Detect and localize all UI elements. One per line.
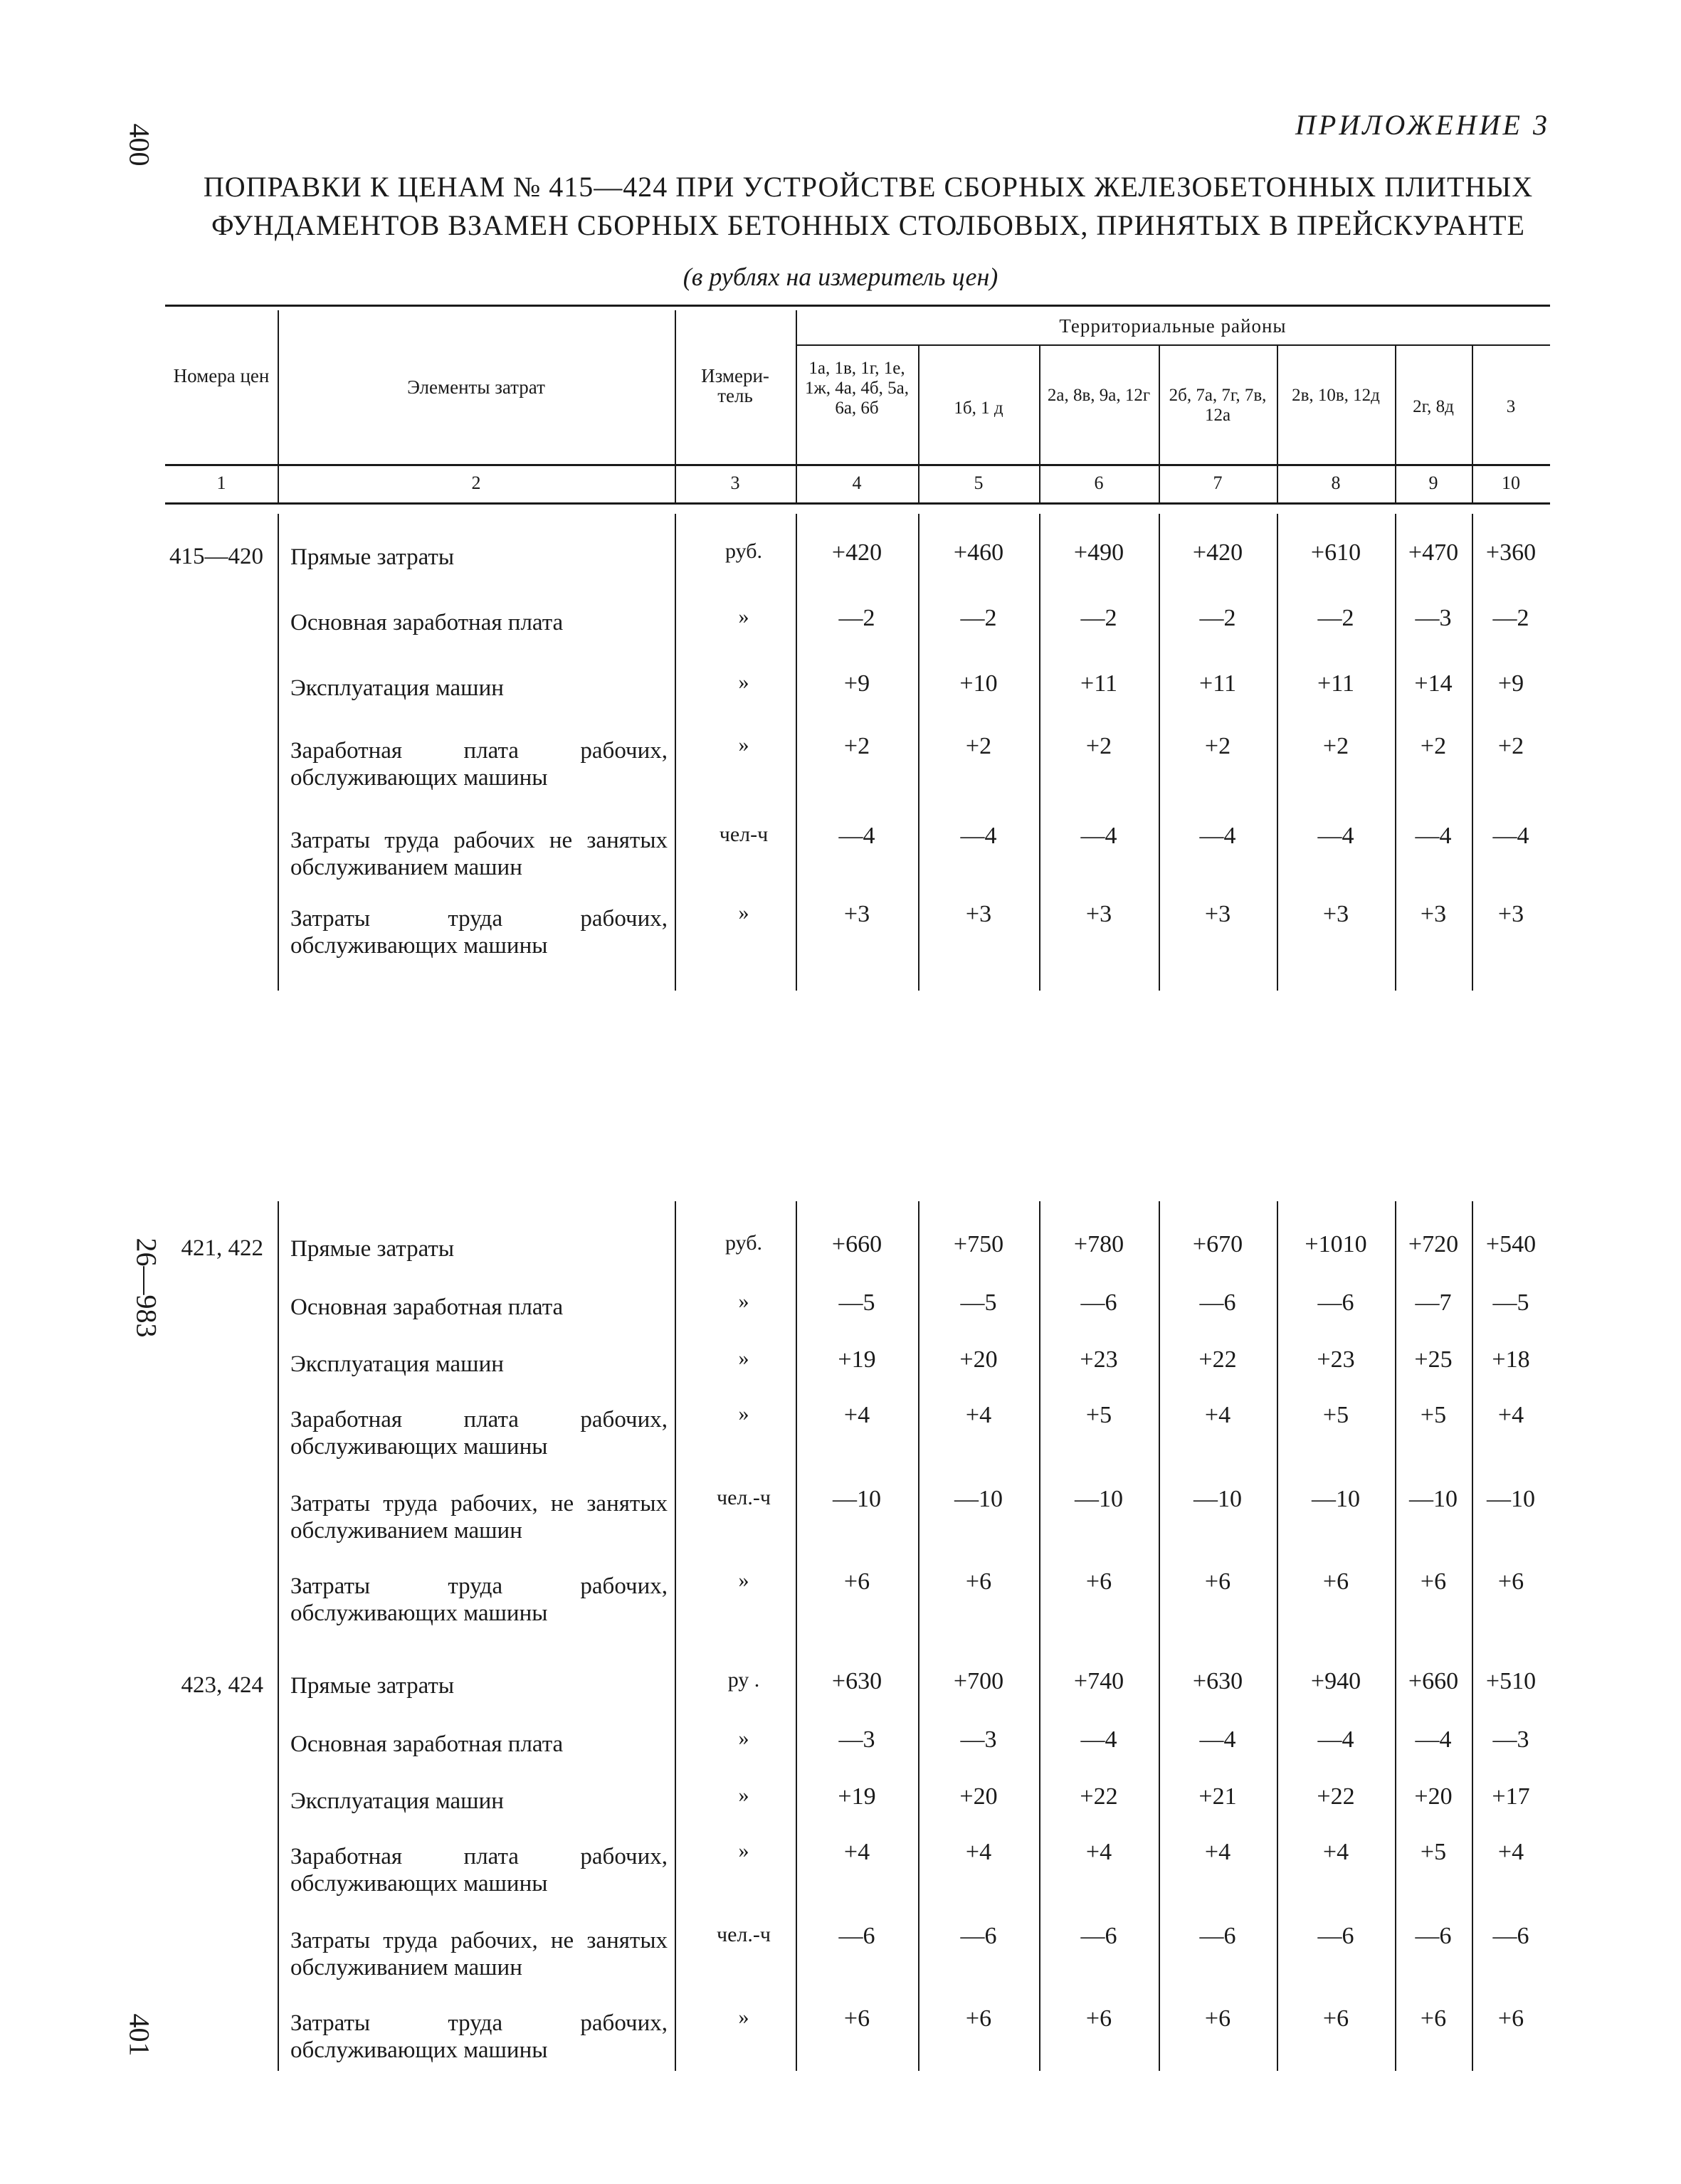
header-price-numbers: Номера цен — [173, 365, 270, 386]
value-cell: —4 — [1317, 823, 1354, 849]
value-cell: +660 — [831, 1231, 882, 1257]
value-cell: —3 — [1415, 605, 1452, 631]
value-cell: —6 — [1080, 1289, 1117, 1316]
header-bottom-rule — [165, 464, 1550, 466]
value-cell: +490 — [1073, 539, 1124, 566]
value-cell: +23 — [1080, 1346, 1118, 1373]
column-number-9: 9 — [1428, 473, 1438, 493]
value-cell: —10 — [1312, 1486, 1360, 1512]
measure-unit-cell: чел.-ч — [717, 1486, 771, 1509]
value-cell: +700 — [953, 1668, 1004, 1694]
value-cell: +670 — [1192, 1231, 1243, 1257]
measure-unit-cell: руб. — [725, 539, 762, 563]
header-measure-unit: Измери-тель — [701, 365, 769, 406]
value-cell: +11 — [1317, 670, 1354, 697]
value-cell: +6 — [1085, 2005, 1112, 2032]
value-cell: +5 — [1322, 1402, 1349, 1428]
measure-unit-cell: » — [738, 901, 749, 924]
value-cell: +4 — [1204, 1402, 1231, 1428]
unit-note: (в рублях на измеритель цен) — [683, 263, 998, 291]
value-cell: +720 — [1408, 1231, 1459, 1257]
value-cell: +6 — [1420, 1568, 1447, 1595]
value-cell: +2 — [1085, 733, 1112, 759]
value-cell: +3 — [1322, 901, 1349, 927]
value-cell: —10 — [833, 1486, 881, 1512]
value-cell: —4 — [1199, 1726, 1236, 1753]
measure-unit-cell: » — [738, 2005, 749, 2029]
value-cell: —6 — [1080, 1923, 1117, 1949]
value-cell: —10 — [954, 1486, 1003, 1512]
value-cell: —10 — [1193, 1486, 1242, 1512]
value-cell: +510 — [1485, 1668, 1537, 1694]
column-number-2: 2 — [471, 473, 481, 493]
cost-element-label: Затраты труда рабочих, не занятых обслуживанием машин — [290, 1491, 668, 1544]
cost-element-label: Заработная плата рабочих, обслуживающих машины — [290, 1844, 668, 1897]
value-cell: —4 — [1492, 823, 1529, 849]
value-cell: +420 — [831, 539, 882, 566]
value-cell: +630 — [1192, 1668, 1243, 1694]
value-cell: +6 — [965, 2005, 992, 2032]
price-numbers-1: 415—420 — [169, 544, 263, 569]
value-cell: —2 — [838, 605, 875, 631]
value-cell: —5 — [1492, 1289, 1529, 1316]
value-cell: +750 — [953, 1231, 1004, 1257]
column-number-3: 3 — [730, 473, 740, 493]
header-region-4: 2б, 7а, 7г, 7в, 12а — [1169, 386, 1267, 425]
value-cell: —5 — [838, 1289, 875, 1316]
value-cell: +4 — [1322, 1839, 1349, 1865]
column-number-8: 8 — [1331, 473, 1341, 493]
value-cell: +3 — [843, 901, 870, 927]
value-cell: —4 — [1199, 823, 1236, 849]
value-cell: —4 — [838, 823, 875, 849]
value-cell: +25 — [1414, 1346, 1453, 1373]
value-cell: —4 — [960, 823, 997, 849]
value-cell: +18 — [1492, 1346, 1530, 1373]
value-cell: —3 — [960, 1726, 997, 1753]
body-vline-0-1 — [278, 514, 279, 991]
value-cell: +630 — [831, 1668, 882, 1694]
value-cell: +21 — [1198, 1783, 1237, 1810]
value-cell: +9 — [1497, 670, 1524, 697]
body-vline-1-2 — [675, 1201, 676, 2071]
value-cell: +740 — [1073, 1668, 1124, 1694]
measure-unit-cell: » — [738, 1726, 749, 1750]
cost-element-label: Затраты труда рабочих, не занятых обслуживанием машин — [290, 1928, 668, 1980]
cost-element-label: Основная заработная плата — [290, 1731, 564, 1757]
value-cell: +2 — [843, 733, 870, 759]
value-cell: —3 — [1492, 1726, 1529, 1753]
header-region-5: 2в, 10в, 12д — [1292, 386, 1380, 405]
value-cell: +4 — [843, 1839, 870, 1865]
value-cell: —2 — [1199, 605, 1236, 631]
value-cell: +540 — [1485, 1231, 1537, 1257]
value-cell: +6 — [1322, 2005, 1349, 2032]
cost-element-label: Эксплуатация машин — [290, 1351, 504, 1377]
value-cell: —4 — [1317, 1726, 1354, 1753]
regions-rule — [796, 344, 1550, 346]
page-number-top: 400 — [123, 123, 156, 167]
page-title — [107, 168, 1630, 245]
header-region-3: 2а, 8в, 9а, 12г — [1047, 386, 1151, 405]
measure-unit-cell: » — [738, 605, 749, 628]
measure-unit-cell: ру . — [727, 1668, 760, 1692]
cost-element-label: Заработная плата рабочих, обслуживающих машины — [290, 738, 668, 791]
cost-element-label: Затраты труда рабочих, обслуживающих машины — [290, 2010, 668, 2063]
value-cell: +6 — [1497, 2005, 1524, 2032]
measure-unit-cell: » — [738, 1402, 749, 1425]
header-cost-elements: Элементы затрат — [407, 376, 545, 398]
measure-unit-cell: » — [738, 1783, 749, 1807]
value-cell: +11 — [1080, 670, 1117, 697]
value-cell: —6 — [1317, 1289, 1354, 1316]
value-cell: +360 — [1485, 539, 1537, 566]
cost-element-label: Основная заработная плата — [290, 1294, 564, 1320]
value-cell: +420 — [1192, 539, 1243, 566]
value-cell: —10 — [1409, 1486, 1458, 1512]
value-cell: +6 — [843, 1568, 870, 1595]
value-cell: +3 — [1497, 901, 1524, 927]
value-cell: +3 — [1085, 901, 1112, 927]
value-cell: —2 — [960, 605, 997, 631]
value-cell: +22 — [1198, 1346, 1237, 1373]
value-cell: +3 — [1204, 901, 1231, 927]
value-cell: +6 — [1322, 1568, 1349, 1595]
measure-unit-cell: чел-ч — [719, 823, 769, 846]
measure-unit-cell: руб. — [725, 1231, 762, 1255]
value-cell: +23 — [1317, 1346, 1355, 1373]
title-line-1: ПОПРАВКИ К ЦЕНАМ № 415—424 ПРИ УСТРОЙСТВЕ СБОРНЫХ ЖЕЛЕЗОБЕТОННЫХ ПЛИТНЫХ — [203, 171, 1534, 203]
value-cell: —6 — [1199, 1923, 1236, 1949]
cost-element-label: Эксплуатация машин — [290, 675, 504, 701]
value-cell: +2 — [1497, 733, 1524, 759]
value-cell: +22 — [1080, 1783, 1118, 1810]
value-cell: —10 — [1487, 1486, 1535, 1512]
value-cell: +22 — [1317, 1783, 1355, 1810]
value-cell: +2 — [1420, 733, 1447, 759]
value-cell: +5 — [1420, 1839, 1447, 1865]
value-cell: —7 — [1415, 1289, 1452, 1316]
value-cell: +6 — [1420, 2005, 1447, 2032]
value-cell: +9 — [843, 670, 870, 697]
value-cell: +6 — [1204, 2005, 1231, 2032]
value-cell: +6 — [1497, 1568, 1524, 1595]
value-cell: +470 — [1408, 539, 1459, 566]
value-cell: +2 — [1322, 733, 1349, 759]
value-cell: +19 — [838, 1346, 876, 1373]
measure-unit-cell: » — [738, 1568, 749, 1592]
value-cell: —6 — [1415, 1923, 1452, 1949]
value-cell: +20 — [1414, 1783, 1453, 1810]
measure-unit-cell: » — [738, 1346, 749, 1370]
price-numbers-2: 421, 422 — [181, 1235, 263, 1261]
value-cell: +20 — [959, 1783, 998, 1810]
column-number-4: 4 — [852, 473, 862, 493]
value-cell: +11 — [1199, 670, 1236, 697]
value-cell: +6 — [843, 2005, 870, 2032]
value-cell: —6 — [838, 1923, 875, 1949]
header-territorial-regions: Территориальные районы — [1059, 315, 1287, 337]
value-cell: +3 — [1420, 901, 1447, 927]
value-cell: +19 — [838, 1783, 876, 1810]
cost-element-label: Заработная плата рабочих, обслуживающих машины — [290, 1407, 668, 1460]
measure-unit-cell: » — [738, 1289, 749, 1313]
value-cell: +1010 — [1305, 1231, 1367, 1257]
value-cell: +5 — [1085, 1402, 1112, 1428]
value-cell: —4 — [1080, 1726, 1117, 1753]
value-cell: +2 — [1204, 733, 1231, 759]
measure-unit-cell: чел.-ч — [717, 1923, 771, 1946]
value-cell: —6 — [1199, 1289, 1236, 1316]
value-cell: +6 — [965, 1568, 992, 1595]
colnum-bottom-rule — [165, 502, 1550, 505]
column-number-5: 5 — [974, 473, 984, 493]
cost-element-label: Основная заработная плата — [290, 610, 564, 635]
value-cell: —10 — [1075, 1486, 1123, 1512]
value-cell: +4 — [1497, 1402, 1524, 1428]
value-cell: —6 — [960, 1923, 997, 1949]
value-cell: +4 — [1085, 1839, 1112, 1865]
column-number-1: 1 — [216, 473, 226, 493]
cost-element-label: Затраты труда рабочих не занятых обслуживанием машин — [290, 828, 668, 880]
header-region-1: 1а, 1в, 1г, 1е, 1ж, 4а, 4б, 5а, 6а, 6б — [805, 359, 909, 418]
column-number-7: 7 — [1213, 473, 1223, 493]
header-region-7: 3 — [1506, 397, 1516, 416]
value-cell: —6 — [1492, 1923, 1529, 1949]
value-cell: —5 — [960, 1289, 997, 1316]
body-vline-0-2 — [675, 514, 676, 991]
price-numbers-3: 423, 424 — [181, 1672, 263, 1698]
column-number-6: 6 — [1094, 473, 1104, 493]
cost-element-label: Прямые затраты — [290, 1236, 455, 1262]
table-top-rule — [165, 305, 1550, 307]
measure-unit-cell: » — [738, 1839, 749, 1862]
title-line-2: ФУНДАМЕНТОВ ВЗАМЕН СБОРНЫХ БЕТОННЫХ СТОЛБОВЫХ, ПРИНЯТЫХ В ПРЕЙСКУРАНТЕ — [211, 209, 1525, 241]
value-cell: —4 — [1415, 1726, 1452, 1753]
cost-element-label: Эксплуатация машин — [290, 1788, 504, 1814]
cost-element-label: Прямые затраты — [290, 544, 455, 570]
signature-mark: 26—983 — [130, 1238, 163, 1338]
value-cell: —4 — [1415, 823, 1452, 849]
value-cell: —2 — [1317, 605, 1354, 631]
value-cell: —3 — [838, 1726, 875, 1753]
value-cell: +10 — [959, 670, 998, 697]
body-vline-1-1 — [278, 1201, 279, 2071]
value-cell: —2 — [1080, 605, 1117, 631]
value-cell: +4 — [965, 1402, 992, 1428]
column-number-10: 10 — [1502, 473, 1520, 493]
value-cell: +20 — [959, 1346, 998, 1373]
appendix-label: ПРИЛОЖЕНИЕ 3 — [1295, 109, 1550, 141]
value-cell: +4 — [965, 1839, 992, 1865]
value-cell: +460 — [953, 539, 1004, 566]
value-cell: +4 — [1497, 1839, 1524, 1865]
header-region-2: 1б, 1 д — [954, 399, 1003, 418]
value-cell: +2 — [965, 733, 992, 759]
value-cell: +4 — [1204, 1839, 1231, 1865]
value-cell: +6 — [1085, 1568, 1112, 1595]
cost-element-label: Затраты труда рабочих, обслуживающих машины — [290, 906, 668, 959]
value-cell: —4 — [1080, 823, 1117, 849]
value-cell: —6 — [1317, 1923, 1354, 1949]
value-cell: +660 — [1408, 1668, 1459, 1694]
header-region-6: 2г, 8д — [1413, 397, 1454, 416]
value-cell: +4 — [843, 1402, 870, 1428]
value-cell: +6 — [1204, 1568, 1231, 1595]
page-number-bottom: 401 — [123, 2013, 156, 2057]
value-cell: +610 — [1310, 539, 1361, 566]
value-cell: —2 — [1492, 605, 1529, 631]
value-cell: +17 — [1492, 1783, 1530, 1810]
measure-unit-cell: » — [738, 733, 749, 756]
cost-element-label: Затраты труда рабочих, обслуживающих машины — [290, 1573, 668, 1626]
value-cell: +3 — [965, 901, 992, 927]
value-cell: +14 — [1414, 670, 1453, 697]
value-cell: +940 — [1310, 1668, 1361, 1694]
cost-element-label: Прямые затраты — [290, 1673, 455, 1699]
measure-unit-cell: » — [738, 670, 749, 694]
value-cell: +780 — [1073, 1231, 1124, 1257]
value-cell: +5 — [1420, 1402, 1447, 1428]
